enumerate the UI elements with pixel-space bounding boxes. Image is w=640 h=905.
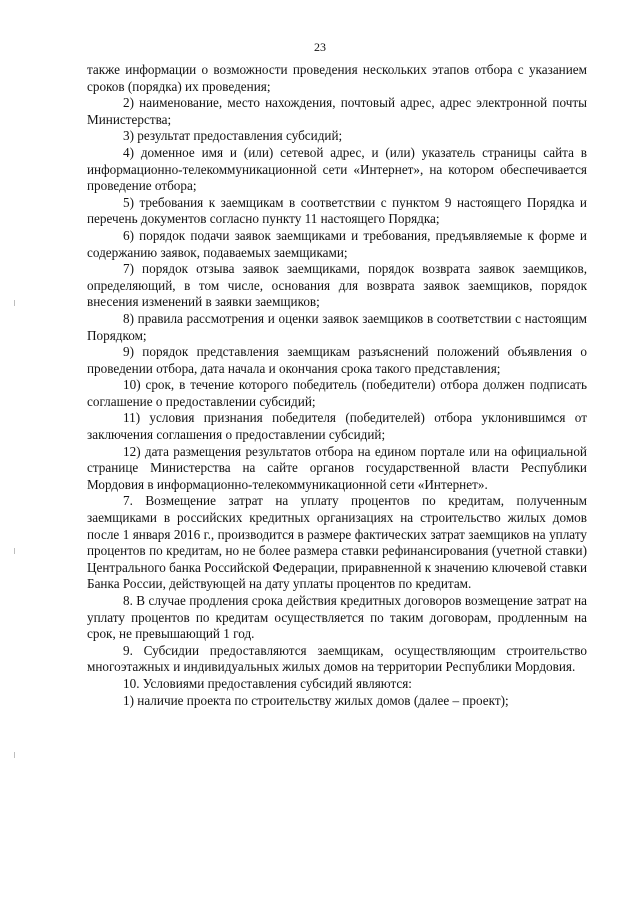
clause-10-item-1: 1) наличие проекта по строительству жилых домов (далее – проект); xyxy=(123,692,509,708)
list-item-2: 2) наименование, место нахождения, почтовый адрес, адрес электронной почты Министерства; xyxy=(87,95,587,127)
list-item-6: 6) порядок подачи заявок заемщиками и требования, предъявляемые к форме и содержанию заявок, подаваемых заемщиками; xyxy=(87,227,587,260)
list-item-3: 3) результат предоставления субсидий; xyxy=(123,128,343,144)
scan-margin-mark xyxy=(14,548,15,554)
list-item-7: 7) порядок отзыва заявок заемщиками, порядок возврата заявок заемщиков, определяющий, в том числе, основания для возврата заявок заемщиков, порядок внесения изменений в заявки заемщиков; xyxy=(87,261,587,310)
list-item-5: 5) требования к заемщикам в соответствии с пунктом 9 настоящего Порядка и перечень документов согласно пункту 11 настоящего Порядка; xyxy=(87,194,587,227)
clause-10: 10. Условиями предоставления субсидий являются: xyxy=(123,675,412,691)
scan-margin-mark xyxy=(14,300,15,306)
clause-9: 9. Субсидии предоставляются заемщикам, осуществляющим строительство многоэтажных и индивидуальных жилых домов на территории Республики Мордовия. xyxy=(87,642,587,675)
list-item-9: 9) порядок представления заемщикам разъяснений положений объявления о проведении отбора, дата начала и окончания срока такого представления; xyxy=(87,344,587,376)
page-number: 23 xyxy=(314,40,326,54)
document-body xyxy=(87,62,587,709)
scan-margin-mark xyxy=(14,752,15,758)
clause-7: 7. Возмещение затрат на уплату процентов по кредитам, полученным заемщиками в российских кредитных организациях на строительство жилых домов после 1 января 2016 г., производится в размере фактических затрат заемщиков на уплату процентов по кредитам, но не более размера ставки рефинансирования (учетной ставки) Центрального банка Российской Федерации, приравненной к значению ключевой ставки Банка России, действующей на дату уплаты процентов по кредитам. xyxy=(87,493,587,592)
list-item-12: 12) дата размещения результатов отбора на едином портале или на официальной странице Министерства на сайте органов государственной власти Республики Мордовия в информационно-телекоммуникационной сети «Интернет». xyxy=(87,443,587,492)
clause-8: 8. В случае продления срока действия кредитных договоров возмещение затрат на уплату процентов по кредитам осуществляется по таким договорам, продленным на срок, не превышающий 1 год. xyxy=(87,593,587,642)
list-item-4: 4) доменное имя и (или) сетевой адрес, и (или) указатель страницы сайта в информационно-телекоммуникационной сети «Интернет», на котором обеспечивается проведение отбора; xyxy=(87,144,587,194)
list-item-10: 10) срок, в течение которого победитель (победители) отбора должен подписать соглашение о предоставлении субсидий; xyxy=(87,377,587,409)
list-item-11: 11) условия признания победителя (победителей) отбора уклонившимся от заключения соглашения о предоставлении субсидий; xyxy=(87,410,587,443)
paragraph-continuation: также информации о возможности проведения нескольких этапов отбора с указанием сроков (порядка) их проведения; xyxy=(87,62,587,94)
list-item-8: 8) правила рассмотрения и оценки заявок заемщиков в соответствии с настоящим Порядком; xyxy=(87,310,587,343)
